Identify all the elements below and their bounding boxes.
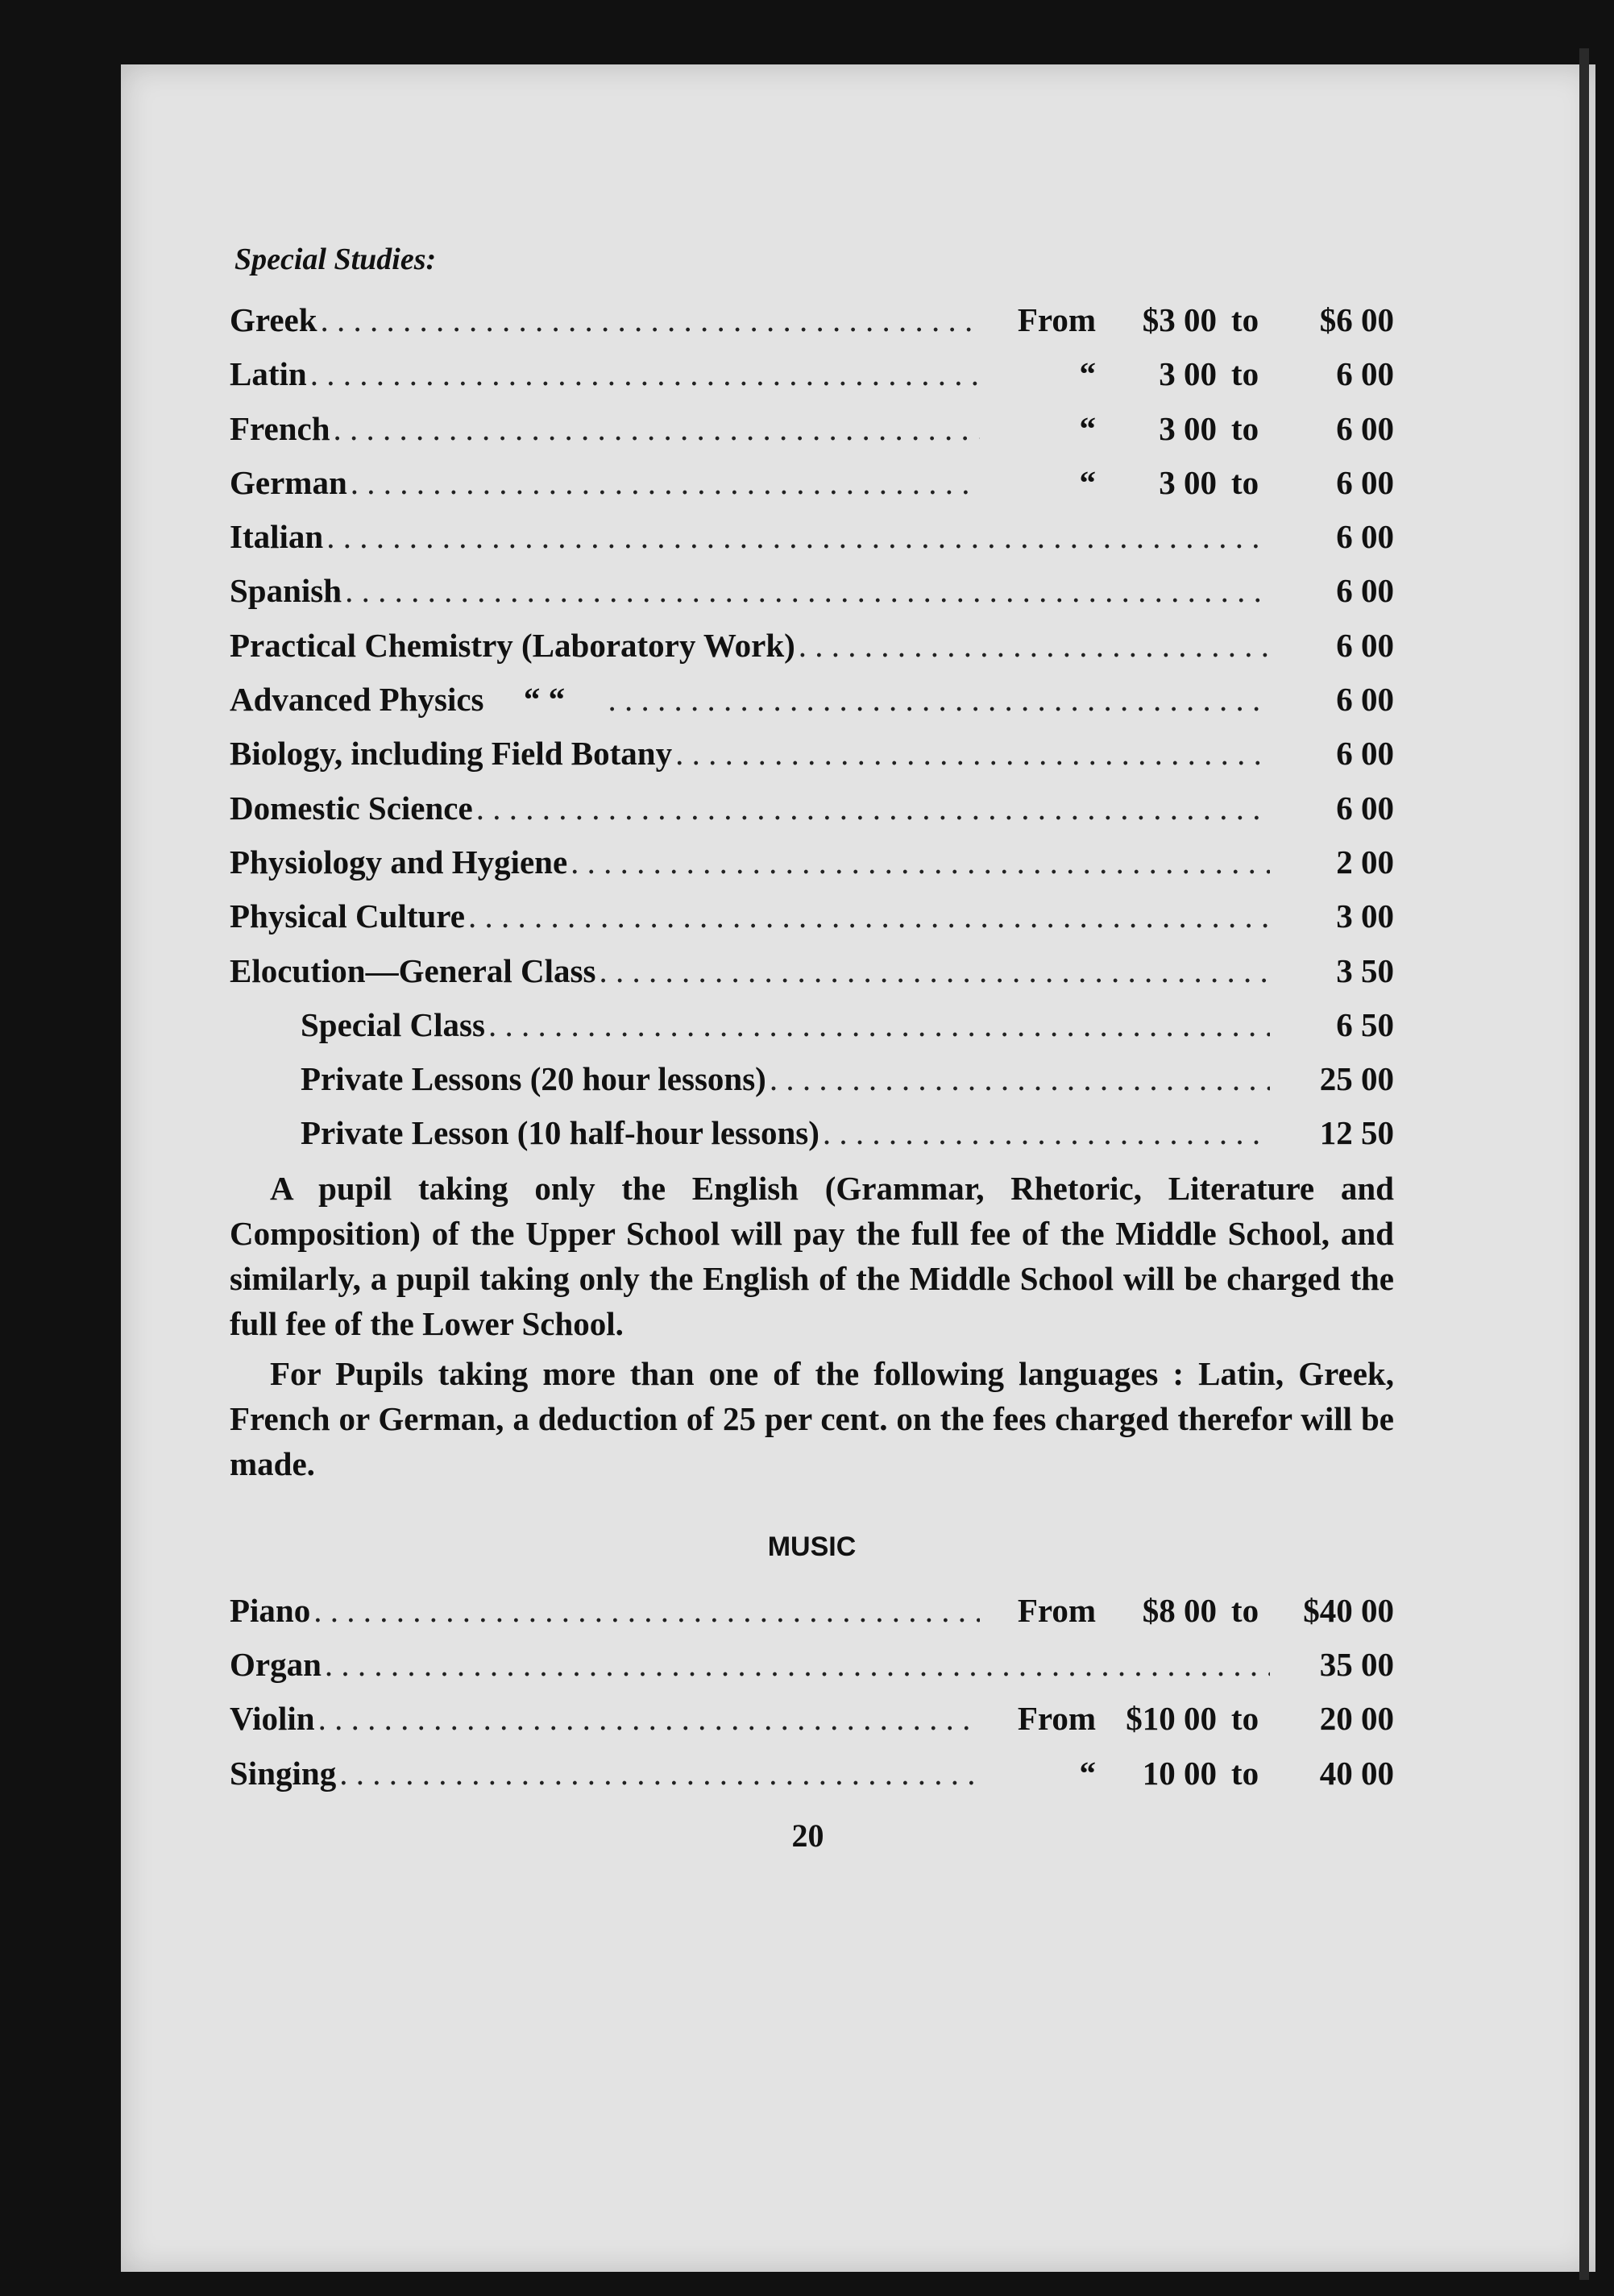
fee-label: Greek xyxy=(230,301,317,338)
dot-leader xyxy=(325,1638,1270,1692)
fee-price xyxy=(1273,564,1394,618)
dot-leader xyxy=(351,456,980,510)
fee-from: “ xyxy=(1079,355,1096,393)
fee-low: 3 00 xyxy=(1159,463,1217,501)
fee-price xyxy=(983,1747,1394,1801)
dot-leader xyxy=(339,1747,980,1801)
fee-label: Piano xyxy=(230,1591,311,1629)
fee-label: German xyxy=(230,463,347,501)
fee-price xyxy=(1273,781,1394,835)
fee-to: to xyxy=(1230,301,1259,338)
fee-price xyxy=(1273,998,1394,1052)
dot-leader xyxy=(799,619,1270,673)
music-fee-list xyxy=(230,1584,1394,1801)
fee-price xyxy=(983,1584,1394,1638)
fee-row xyxy=(230,619,1394,673)
special-studies-heading: Special Studies: xyxy=(234,242,437,276)
dot-leader xyxy=(823,1106,1270,1160)
fee-label: Domestic Science xyxy=(230,789,473,827)
fee-price xyxy=(1273,889,1394,943)
dot-leader xyxy=(318,1692,980,1746)
fee-low: $8 00 xyxy=(1142,1591,1217,1629)
fee-label: Elocution—General Class xyxy=(230,951,596,989)
fee-low: $3 00 xyxy=(1142,301,1217,338)
fee-row xyxy=(230,1692,1394,1746)
fee-to: to xyxy=(1230,409,1259,447)
fee-row xyxy=(230,1747,1394,1801)
page-number: 20 xyxy=(791,1817,824,1854)
fee-amount: 25 00 xyxy=(1319,1060,1394,1098)
fee-price xyxy=(1273,727,1394,781)
fee-label: Physiology and Hygiene xyxy=(230,843,568,881)
fee-row xyxy=(230,889,1394,943)
fee-amount: $40 00 xyxy=(1303,1591,1394,1629)
fee-row xyxy=(230,456,1394,510)
fee-price xyxy=(1273,673,1394,727)
fee-row xyxy=(230,835,1394,889)
fee-amount: 6 00 xyxy=(1336,409,1394,447)
fee-price xyxy=(1273,1638,1394,1692)
fee-label: French xyxy=(230,409,330,447)
ditto-mark: “ “ xyxy=(523,681,566,719)
fee-to: to xyxy=(1230,1591,1259,1629)
fee-row xyxy=(230,1106,1394,1160)
fee-label: Physical Culture xyxy=(230,897,465,935)
fee-row xyxy=(230,1584,1394,1638)
fee-amount: $6 00 xyxy=(1319,301,1394,338)
fee-amount: 12 50 xyxy=(1319,1114,1394,1152)
fee-row xyxy=(230,1052,1394,1106)
fee-row xyxy=(230,727,1394,781)
fee-amount: 6 00 xyxy=(1336,789,1394,827)
fee-low: 10 00 xyxy=(1142,1754,1217,1792)
fee-amount: 6 00 xyxy=(1336,735,1394,773)
fee-row xyxy=(230,293,1394,347)
fee-price xyxy=(1273,944,1394,998)
fee-row xyxy=(230,510,1394,564)
dot-leader xyxy=(488,998,1270,1052)
language-deduction-paragraph: For Pupils taking more than one of the following languages : Latin, Greek, French or German, a deduction of 25 per cent. on the fees charged therefor will be made. xyxy=(230,1354,1394,1482)
fee-label: Spanish xyxy=(230,572,342,610)
dot-leader xyxy=(468,889,1270,943)
page-content xyxy=(230,242,1394,1855)
dot-leader xyxy=(608,673,1270,727)
fee-from: From xyxy=(1017,1700,1096,1738)
fee-price xyxy=(983,402,1394,456)
special-studies-fee-list xyxy=(230,293,1394,1161)
fee-from: “ xyxy=(1079,463,1096,501)
fee-row xyxy=(230,998,1394,1052)
fee-label: Singing xyxy=(230,1754,337,1792)
dot-leader xyxy=(770,1052,1270,1106)
fee-low: $10 00 xyxy=(1126,1700,1217,1738)
fee-amount: 3 50 xyxy=(1336,951,1394,989)
fee-amount: 6 00 xyxy=(1336,626,1394,664)
fee-amount: 6 00 xyxy=(1336,681,1394,719)
fee-amount: 6 50 xyxy=(1336,1005,1394,1043)
fee-from: “ xyxy=(1079,409,1096,447)
fee-row xyxy=(230,781,1394,835)
fee-low: 3 00 xyxy=(1159,355,1217,393)
fee-row xyxy=(230,564,1394,618)
fee-label: Italian xyxy=(230,518,324,556)
fee-price xyxy=(1273,1052,1394,1106)
fee-label: Practical Chemistry (Laboratory Work) xyxy=(230,626,795,664)
fee-amount: 3 00 xyxy=(1336,897,1394,935)
fee-to: to xyxy=(1230,355,1259,393)
dot-leader xyxy=(675,727,1270,781)
fee-label: Private Lessons (20 hour lessons) xyxy=(301,1060,766,1098)
fee-price xyxy=(983,293,1394,347)
fee-amount: 6 00 xyxy=(1336,518,1394,556)
fee-amount: 35 00 xyxy=(1319,1646,1394,1684)
dot-leader xyxy=(476,781,1270,835)
fee-price xyxy=(983,347,1394,401)
fee-row xyxy=(230,1638,1394,1692)
fee-label: Private Lesson (10 half-hour lessons) xyxy=(301,1114,819,1152)
fee-amount: 6 00 xyxy=(1336,572,1394,610)
fee-row xyxy=(230,402,1394,456)
fee-row xyxy=(230,673,1394,727)
fee-amount: 6 00 xyxy=(1336,355,1394,393)
fee-amount: 40 00 xyxy=(1319,1754,1394,1792)
fee-label: Advanced Physics xyxy=(230,681,484,719)
dot-leader xyxy=(334,402,980,456)
dot-leader xyxy=(345,564,1270,618)
fee-amount: 6 00 xyxy=(1336,463,1394,501)
fee-to: to xyxy=(1230,463,1259,501)
fee-label: Special Class xyxy=(301,1005,485,1043)
fee-amount: 20 00 xyxy=(1319,1700,1394,1738)
music-heading: MUSIC xyxy=(767,1531,857,1562)
fee-label: Biology, including Field Botany xyxy=(230,735,673,773)
fee-label: Latin xyxy=(230,355,307,393)
fee-price xyxy=(1273,619,1394,673)
fee-price xyxy=(983,1692,1394,1746)
fee-to: to xyxy=(1230,1754,1259,1792)
fee-row xyxy=(230,347,1394,401)
dot-leader xyxy=(571,835,1270,889)
dot-leader xyxy=(313,1584,980,1638)
fee-to: to xyxy=(1230,1700,1259,1738)
dot-leader xyxy=(321,293,980,347)
dot-leader xyxy=(310,347,980,401)
fee-amount: 2 00 xyxy=(1336,843,1394,881)
dot-leader xyxy=(599,944,1270,998)
fee-price xyxy=(1273,1106,1394,1160)
fee-low: 3 00 xyxy=(1159,409,1217,447)
page-edge xyxy=(1579,48,1589,2280)
fee-row xyxy=(230,944,1394,998)
fee-price xyxy=(1273,835,1394,889)
fee-price xyxy=(1273,510,1394,564)
dot-leader xyxy=(326,510,1270,564)
fee-from: From xyxy=(1017,301,1096,338)
fee-from: From xyxy=(1017,1591,1096,1629)
fee-label: Violin xyxy=(230,1700,315,1738)
fee-from: “ xyxy=(1079,1754,1096,1792)
english-fee-paragraph: A pupil taking only the English (Grammar, Rhetoric, Literature and Composition) of the Upper School will pay the full fee of the Middle School, and similarly, a pupil taking only the English of the Middle School will be charged the full fee of the Lower School. xyxy=(230,1169,1394,1342)
fee-price xyxy=(983,456,1394,510)
fee-label: Organ xyxy=(230,1646,322,1684)
